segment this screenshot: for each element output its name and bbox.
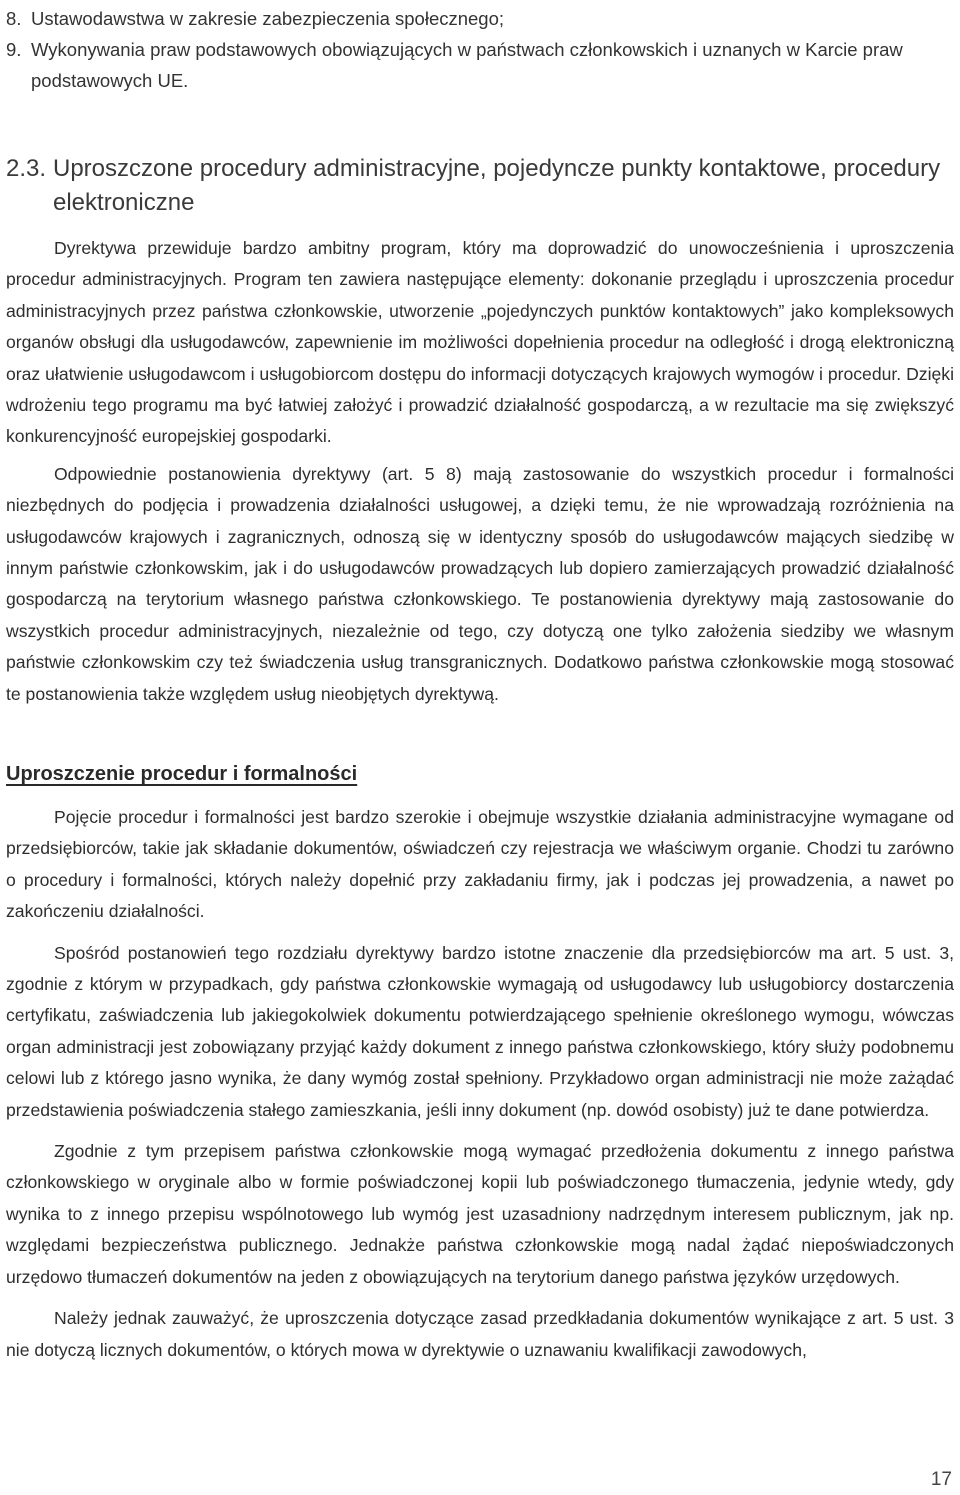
subheading: Uproszczenie procedur i formalności: [6, 763, 358, 785]
list-item-text: Ustawodawstwa w zakresie zabezpieczenia społecznego;: [31, 8, 505, 29]
list-item-number: 8.: [6, 8, 22, 29]
section-title: Uproszczone procedury administracyjne, pojedyncze punkty kontaktowe, procedury elektroniczne: [53, 155, 941, 216]
section-body: [6, 233, 954, 710]
paragraph: Odpowiednie postanowienia dyrektywy (art. 5 8) mają zastosowanie do wszystkich procedur i formalności niezbędnych do podjęcia i prowadzenia działalności usługowej, a dzięki temu, że nie wprowadzają rozróżnienia na usługodawców krajowych i zagranicznych, odnoszą się w identyczny sposób do usługodawców mających siedzibę w innym państwie członkowskim, jak i do usługodawców prowadzących lub dopiero zamierzających prowadzić działalność gospodarczą na terytorium własnego państwa członkowskiego. Te postanowienia dyrektywy mają zastosowanie do wszystkich procedur administracyjnych, niezależnie od tego, czy dotyczą one tylko założenia siedziby we własnym państwie członkowskim czy też świadczenia usług transgranicznych. Dodatkowo państwa członkowskie mogą stosować te postanowienia także względem usług nieobjętych dyrektywą.: [6, 463, 954, 704]
list-item-number: 9.: [6, 39, 22, 60]
section-number: 2.3.: [6, 155, 47, 182]
list-item: [6, 3, 954, 34]
paragraph: Pojęcie procedur i formalności jest bardzo szerokie i obejmuje wszystkie działania administracyjne wymagane od przedsiębiorców, takie jak składanie dokumentów, oświadczeń czy rejestracja we właściwym organie. Chodzi tu zarówno o procedury i formalności, których należy dopełnić przy zakładaniu firmy, jak i podczas jej prowadzenia, a nawet po zakończeniu działalności.: [6, 807, 954, 922]
paragraph: Spośród postanowień tego rozdziału dyrektywy bardzo istotne znaczenie dla przedsiębiorców ma art. 5 ust. 3, zgodnie z którym w przypadkach, gdy państwa członkowskie wymagają od usługodawcy lub usługobiorcy dostarczenia certyfikatu, zaświadczenia lub jakiegokolwiek dokumentu potwierdzającego spełnienie określonego wymogu, wówczas organ administracji jest zobowiązany przyjąć każdy dokument z innego państwa członkowskiego, który służy podobnemu celowi lub z którego jasno wynika, że dany wymóg został spełniony. Przykładowo organ administracji nie może zażądać przedstawienia poświadczenia stałego zamieszkania, jeśli inny dokument (np. dowód osobisty) już te dane potwierdza.: [6, 942, 954, 1120]
document-page: [6, 0, 954, 1495]
list-item-text: Wykonywania praw podstawowych obowiązujących w państwach członkowskich i uznanych w Karcie praw podstawowych UE.: [31, 39, 903, 91]
paragraph: Dyrektywa przewiduje bardzo ambitny program, który ma doprowadzić do unowocześnienia i uproszczenia procedur administracyjnych. Program ten zawiera następujące elementy: dokonanie przeglądu i uproszczenia procedur administracyjnych przez państwa członkowskie, utworzenie „pojedynczych punktów kontaktowych” jako kompleksowych organów obsługi dla usługodawców, zapewnienie im możliwości dopełnienia procedur na odległość i drogą elektroniczną oraz ułatwienie usługodawcom i usługobiorcom dostępu do informacji dotyczących krajowych wymogów i procedur. Dzięki wdrożeniu tego programu ma być łatwiej założyć i prowadzić działalność gospodarczą, a w rezultacie ma się zwiększyć konkurencyjność europejskiej gospodarki.: [6, 238, 954, 447]
page-number: 17: [930, 1469, 952, 1490]
enumerated-list: [6, 3, 954, 96]
subsection-body: [6, 802, 954, 1366]
paragraph: Zgodnie z tym przepisem państwa członkowskie mogą wymagać przedłożenia dokumentu z innego państwa członkowskiego w oryginale albo w formie poświadczonej kopii lub poświadczonego tłumaczenia, jedynie wtedy, gdy wynika to z innego przepisu wspólnotowego lub wymóg jest uzasadniony nadrzędnym interesem publicznym, jak np. względami bezpieczeństwa publicznego. Jednakże państwa członkowskie mogą nadal żądać niepoświadczonych urzędowo tłumaczeń dokumentów na jeden z obowiązujących na terytorium danego państwa języków urzędowych.: [6, 1141, 954, 1287]
list-item: [6, 34, 954, 96]
section-heading: [6, 152, 954, 220]
paragraph: Należy jednak zauważyć, że uproszczenia dotyczące zasad przedkładania dokumentów wynikające z art. 5 ust. 3 nie dotyczą licznych dokumentów, o których mowa w dyrektywie o uznawaniu kwalifikacji zawodowych,: [6, 1308, 954, 1360]
